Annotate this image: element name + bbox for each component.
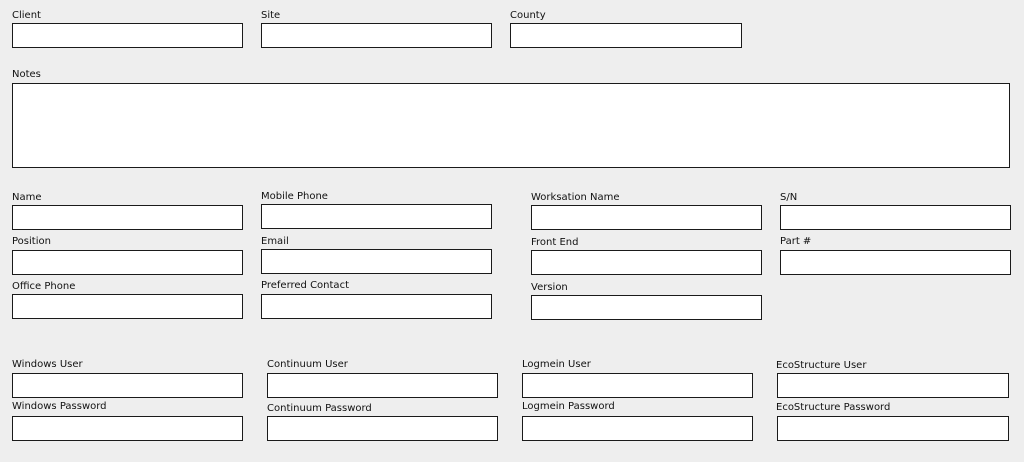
workstation-name-label: Worksation Name (531, 192, 620, 203)
part-number-field[interactable] (780, 250, 1011, 275)
serial-number-field[interactable] (780, 205, 1011, 230)
part-number-label: Part # (780, 236, 812, 247)
continuum-password-label: Continuum Password (267, 403, 372, 414)
windows-user-label: Windows User (12, 359, 83, 370)
notes-textarea[interactable] (12, 83, 1010, 168)
continuum-user-label: Continuum User (267, 359, 348, 370)
version-label: Version (531, 282, 568, 293)
version-field[interactable] (531, 295, 762, 320)
continuum-user-field[interactable] (267, 373, 498, 398)
site-field[interactable] (261, 23, 492, 48)
ecostructure-password-field[interactable] (777, 416, 1009, 441)
mobile-phone-label: Mobile Phone (261, 191, 328, 202)
email-field[interactable] (261, 249, 492, 274)
logmein-user-label: Logmein User (522, 359, 591, 370)
county-field[interactable] (510, 23, 742, 48)
workstation-name-field[interactable] (531, 205, 762, 230)
logmein-password-label: Logmein Password (522, 401, 615, 412)
name-label: Name (12, 192, 42, 203)
client-label: Client (12, 10, 41, 21)
logmein-password-field[interactable] (522, 416, 753, 441)
continuum-password-field[interactable] (267, 416, 498, 441)
office-phone-label: Office Phone (12, 281, 76, 292)
windows-password-field[interactable] (12, 416, 243, 441)
windows-password-label: Windows Password (12, 401, 107, 412)
ecostructure-user-field[interactable] (777, 373, 1009, 398)
front-end-label: Front End (531, 237, 579, 248)
logmein-user-field[interactable] (522, 373, 753, 398)
serial-number-label: S/N (780, 192, 798, 203)
ecostructure-password-label: EcoStructure Password (776, 402, 891, 413)
client-field[interactable] (12, 23, 243, 48)
email-label: Email (261, 236, 289, 247)
ecostructure-user-label: EcoStructure User (776, 360, 867, 371)
name-field[interactable] (12, 205, 243, 230)
preferred-contact-field[interactable] (261, 294, 492, 319)
position-field[interactable] (12, 250, 243, 275)
windows-user-field[interactable] (12, 373, 243, 398)
office-phone-field[interactable] (12, 294, 243, 319)
front-end-field[interactable] (531, 250, 762, 275)
position-label: Position (12, 236, 51, 247)
preferred-contact-label: Preferred Contact (261, 280, 349, 291)
site-label: Site (261, 10, 281, 21)
county-label: County (510, 10, 546, 21)
notes-label: Notes (12, 69, 41, 80)
mobile-phone-field[interactable] (261, 204, 492, 229)
